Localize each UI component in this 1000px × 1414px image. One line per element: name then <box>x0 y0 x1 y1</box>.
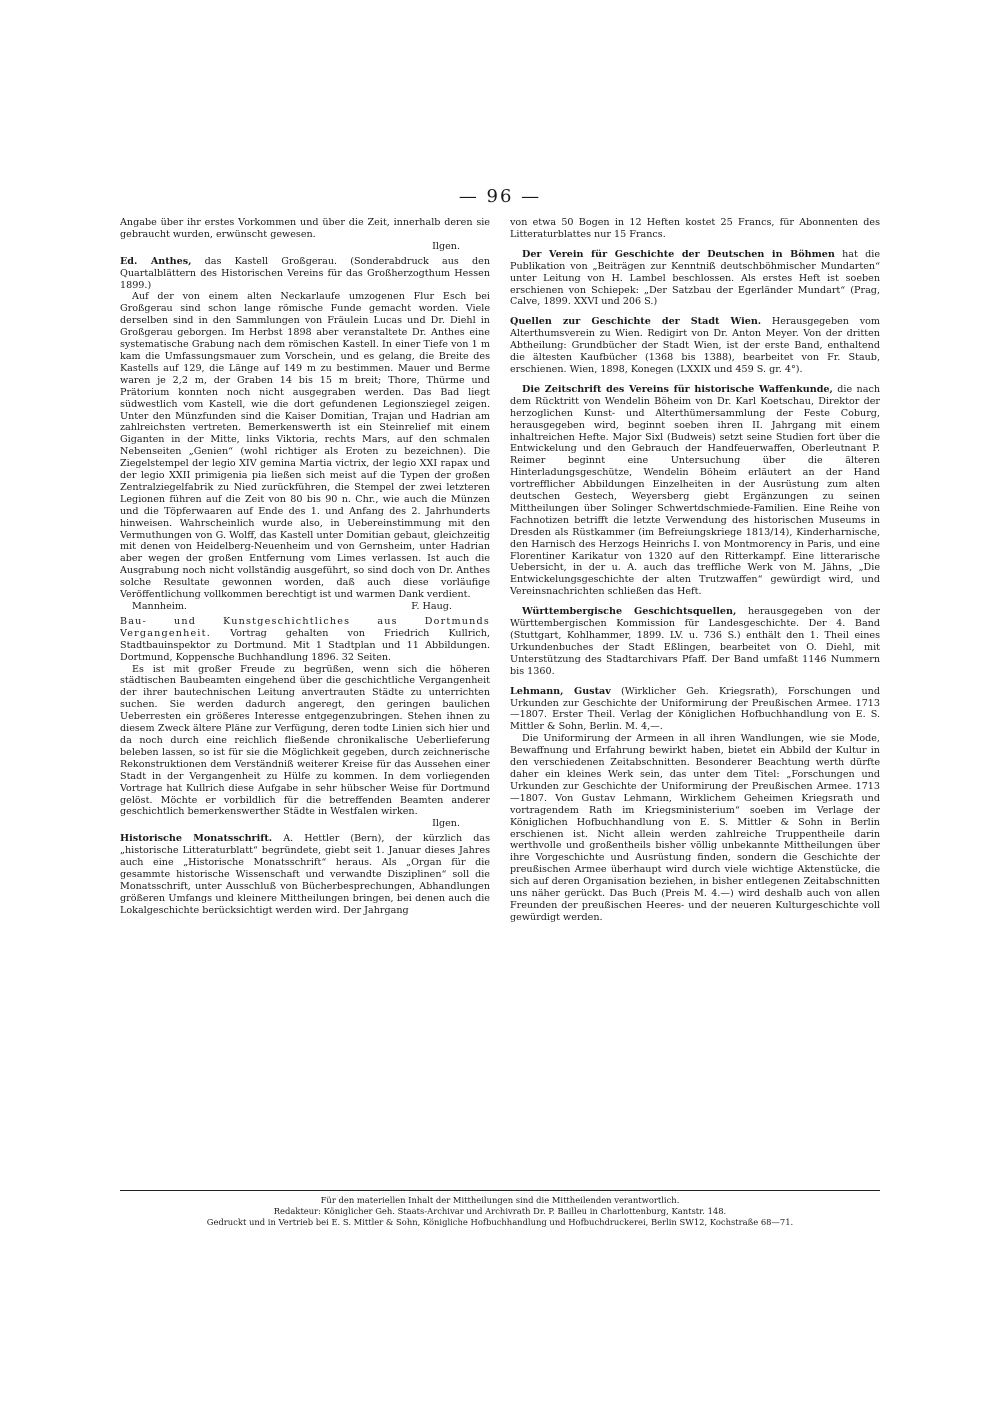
left-column <box>120 217 490 917</box>
entry-dortmund <box>120 616 490 664</box>
entry-text: A. Hettler (Bern), der kürzlich das „historische Litteraturblatt“ begründete, giebt seit 1. Januar dieses Jahres auch eine „Historische Monatsschrift“ heraus. Als „Organ für die gesammte historische Wissenschaft und verwandte Disziplinen“ soll die Monatsschrift, unter Ausschluß von Bücherbesprechungen, Abhandlungen größeren Umfangs und kleinere Mittheilungen bringen, bei denen auch die Lokalgeschichte berücksichtigt werden wird. Der Jahrgang <box>120 833 490 916</box>
signature <box>120 601 490 613</box>
signature-place: Mannheim. <box>132 601 187 612</box>
entry-heading: Der Verein für Geschichte der Deutschen in Böhmen <box>522 248 835 260</box>
signature: Ilgen. <box>432 818 460 830</box>
paragraph: Angabe über ihr erstes Vorkommen und über die Zeit, innerhalb deren sie gebraucht wurden, erwünscht gewesen. <box>120 217 490 240</box>
entry-anthes <box>120 256 490 292</box>
entry-heading: Historische Monatsschrift. <box>120 833 273 845</box>
entry-text: die nach dem Rücktritt von Wendelin Böheim von Dr. Karl Koetschau, Direktor der herzoglichen Kunst- und Alterthümersammlung der Feste Coburg, herausgegeben wird, beginnt soeben ihren II. Jahrgang mit einem inhaltreichen Hefte. Major Sixl (Budweis) setzt seine Studien fort über die Entwickelung und den Gebrauch der Handfeuerwaffen, Oberleutnant P. Reimer beginnt eine Untersuchung über die älteren Hinterladungsgeschütze, Wendelin Böheim erläutert an der Hand vortrefflicher Abbildungen Einzelheiten in der Ausrüstung zum alten deutschen Gestech, Weyersberg giebt Ergänzungen zu seinen Mittheilungen über Solinger Schwertdschmiede-Familien. Eine Reihe von Fachnotizen betrifft die letzte Verwendung des historischen Museums in Dresden als Rüstkammer (im Befreiungskriege 1813/14), Kinderharnische, den Harnisch des Herzogs Heinrichs I. von Montmorency in Paris, und eine Florentiner Karikatur von 1320 auf den Ritterkampf. Eine litterarische Uebersicht, in der u. A. auch das treffliche Werk von M. Jähns, „Die Entwickelungsgeschichte der alten Trutzwaffen“ gewürdigt wird, und Vereinsnachrichten schließen das Heft. <box>510 383 881 598</box>
entry-heading: Bau- und Kunstgeschichtliches aus Dortmunds Vergangenheit. <box>120 615 490 639</box>
entry-quellen-wien <box>510 316 880 376</box>
signature: Ilgen. <box>432 240 460 252</box>
page-number: — 96 — <box>458 186 542 207</box>
footer <box>120 1195 880 1227</box>
right-column <box>510 217 880 924</box>
footer-line: Redakteur: Königlicher Geh. Staats-Archivar und Archivrath Dr. P. Bailleu in Charlottenburg, Kantstr. 148. <box>273 1205 727 1216</box>
footer-rule <box>120 1190 880 1191</box>
footer-line: Für den materiellen Inhalt der Mittheilungen sind die Mittheilenden verantwortlich. <box>320 1195 680 1205</box>
paragraph: Es ist mit großer Freude zu begrüßen, wenn sich die höheren städtischen Baubeamten eingehend über die geschichtliche Vergangenheit der ihrer bautechnischen Leitung anvertrauten Städte zu unterrichten suchen. Sie werden dadurch angeregt, den geringen baulichen Ueberresten ein größeres Interesse entgegenzubringen. Stehen ihnen zu diesem Zweck ältere Pläne zur Verfügung, deren todte Linien sich hier und da noch durch eine reichlich fließende chronikalische Ueberlieferung beleben lassen, so ist für sie die Möglichkeit gegeben, durch zeichnerische Rekonstruktionen dem Verständniß weiterer Kreise für das Aussehen einer Stadt in der Vergangenheit zu Hülfe zu kommen. In dem vorliegenden Vortrage hat Kullrich diese Aufgabe in sehr hübscher Weise für Dortmund gelöst. Möchte er vorbildlich für die betreffenden Beamten anderer geschichtlich bemerkenswerther Städte in Westfalen wirken. <box>120 663 490 818</box>
entry-heading: Die Zeitschrift des Vereins für historische Waffenkunde, <box>522 383 833 395</box>
paragraph: Die Uniformirung der Armeen in all ihren Wandlungen, wie sie Mode, Bewaffnung und Erfahrung bewirkt haben, bietet ein Abbild der Kultur in den verschiedenen Zeitabschnitten. Besonderer Beachtung werth dürfte daher ein kleines Werk sein, das unter dem Titel: „Forschungen und Urkunden zur Geschichte der Uniformirung der Preußischen Armee. 1713—1807. Von Gustav Lehmann, Wirklichem Geheimen Kriegsrath und vortragendem Rath im Kriegsministerium“ soeben im Verlage der Königlichen Hofbuchhandlung von E. S. Mittler & Sohn in Berlin erschienen ist. Nicht allein werden zahlreiche Truppentheile darin werthvolle und großentheils bisher völlig unbekannte Mittheilungen über ihre Vorgeschichte und Ausrüstung finden, sondern die Geschichte der preußischen Armee überhaupt wird durch viele wichtige Aktenstücke, die sich auf deren Organisation beziehen, in bisher entlegenen Zeitabschnitten uns näher gerückt. Das Buch (Preis M. 4.—) wird deshalb auch von allen Freunden der preußischen Heeres- und der neueren Kulturgeschichte voll gewürdigt werden. <box>510 733 880 923</box>
entry-text: hat die Publikation von „Beiträgen zur Kenntniß deutschböhmischer Mundarten“ unter Leitung von H. Lambel beschlossen. Als erstes Heft ist soeben erschienen von Schiepek: „Der Satzbau der Egerländer Mundart“ (Prag, Calve, 1899. XXVI und 206 S.) <box>510 248 881 308</box>
paragraph: Auf der von einem alten Neckarlaufe umzogenen Flur Esch bei Großgerau sind schon lange römische Funde gemacht worden. Viele derselben sind in den Sammlungen von Fräulein Lucas und Dr. Diehl in Großgerau geborgen. Im Herbst 1898 aber veranstaltete Dr. Anthes eine systematische Grabung nach dem römischen Kastell. In einer Tiefe von 1 m kam die Umfassungsmauer zum Vorschein, und es gelang, die Breite des Kastells auf 129, die Länge auf 149 m zu bestimmen. Mauer und Berme waren je 2,2 m, der Graben 14 bis 15 m breit; Thore, Thürme und Prätorium konnten noch nicht ausgegraben werden. Das Bad liegt südwestlich vom Kastell, wie die dort gefundenen Legionsziegel zeigen. Unter den Münzfunden sind die Kaiser Domitian, Trajan und Hadrian am zahlreichsten vertreten. Bemerkenswerth ist ein Steinrelief mit einem Giganten in der Mitte, links Viktoria, rechts Mars, auf den schmalen Nebenseiten „Genien“ (wohl richtiger als Eroten zu bezeichnen). Die Ziegelstempel der legio XIV gemina Martia victrix, der legio XXI rapax und der legio XXII primigenia pia ließen sich meist auf die Typen der großen Zentralziegelfabrik zu Nied zurückführen, die Stempel der zwei letzteren Legionen führen auf die Zeit von 80 bis 90 n. Chr., wie auch die Münzen und die Töpferwaaren auf Ende des 1. und Anfang des 2. Jahrhunderts hinweisen. Wahrscheinlich wurde also, in Uebereinstimmung mit den Vermuthungen von G. Wolff, das Kastell unter Domitian gebaut, gleichzeitig mit denen von Heidelberg-Neuenheim und von Gernsheim, unter Hadrian aber wegen der großen Entfernung vom Limes verlassen. Ist auch die Ausgrabung noch nicht vollständig ausgeführt, so sind doch von Dr. Anthes solche Resultate gewonnen worden, daß auch diese vorläufige Veröffentlichung vollkommen berechtigt ist und warmen Dank verdient. <box>120 291 490 601</box>
entry-monatsschrift <box>120 833 490 916</box>
entry-verein-boehmen <box>510 249 880 309</box>
entry-heading: Quellen zur Geschichte der Stadt Wien. <box>510 316 762 328</box>
entry-lehmann <box>510 686 880 734</box>
entry-citation: (Wirklicher Geh. Kriegsrath), Forschungen und Urkunden zur Geschichte der Uniformirung der Preußischen Armee. 1713—1807. Erster Theil. Verlag der Königlichen Hofbuchhandlung von E. S. Mittler & Sohn, Berlin. M. 4,—. <box>510 685 880 733</box>
footer-line: Gedruckt und in Vertrieb bei E. S. Mittler & Sohn, Königliche Hofbuchhandlung und Hofbuchdruckerei, Berlin SW12, Kochstraße 68—71. <box>206 1216 794 1227</box>
paragraph: von etwa 50 Bogen in 12 Heften kostet 25 Francs, für Abonnenten des Litteraturblattes nur 15 Francs. <box>510 217 880 240</box>
entry-heading: Württembergische Geschichtsquellen, <box>522 606 737 618</box>
signature-name: F. Haug. <box>411 601 452 612</box>
entry-waffenkunde <box>510 384 880 598</box>
entry-citation: Vortrag gehalten von Friedrich Kullrich, Stadtbauinspektor zu Dortmund. Mit 1 Stadtplan und 11 Abbildungen. Dortmund, Koppensche Buchhandlung 1896. 32 Seiten. <box>120 627 490 663</box>
entry-heading: Lehmann, Gustav <box>510 685 611 697</box>
entry-citation: das Kastell Großgerau. (Sonderabdruck aus den Quartalblättern des Historischen Vereins für das Großherzogthum Hessen 1899.) <box>120 255 491 291</box>
entry-heading: Ed. Anthes, <box>120 255 192 267</box>
entry-wuerttemberg <box>510 606 880 677</box>
entry-text: Herausgegeben vom Alterthumsverein zu Wien. Redigirt von Dr. Anton Meyer. Von der dritten Abtheilung: Grundbücher der Stadt Wien, ist der erste Band, enthaltend die ältesten Kaufbücher (1368 bis 1388), bearbeitet von Fr. Staub, erschienen. Wien, 1898, Konegen (LXXIX und 459 S. gr. 4°). <box>510 316 880 375</box>
entry-text: herausgegeben von der Württembergischen Kommission für Landesgeschichte. Der 4. Band (Stuttgart, Kohlhammer, 1899. LV. u. 736 S.) enthält den 1. Theil eines Urkundenbuches der Stadt Eßlingen, bearbeitet von O. Diehl, mit Unterstützung des Stadtarchivars Pfaff. Der Band umfaßt 1146 Nummern bis 1360. <box>510 606 881 677</box>
